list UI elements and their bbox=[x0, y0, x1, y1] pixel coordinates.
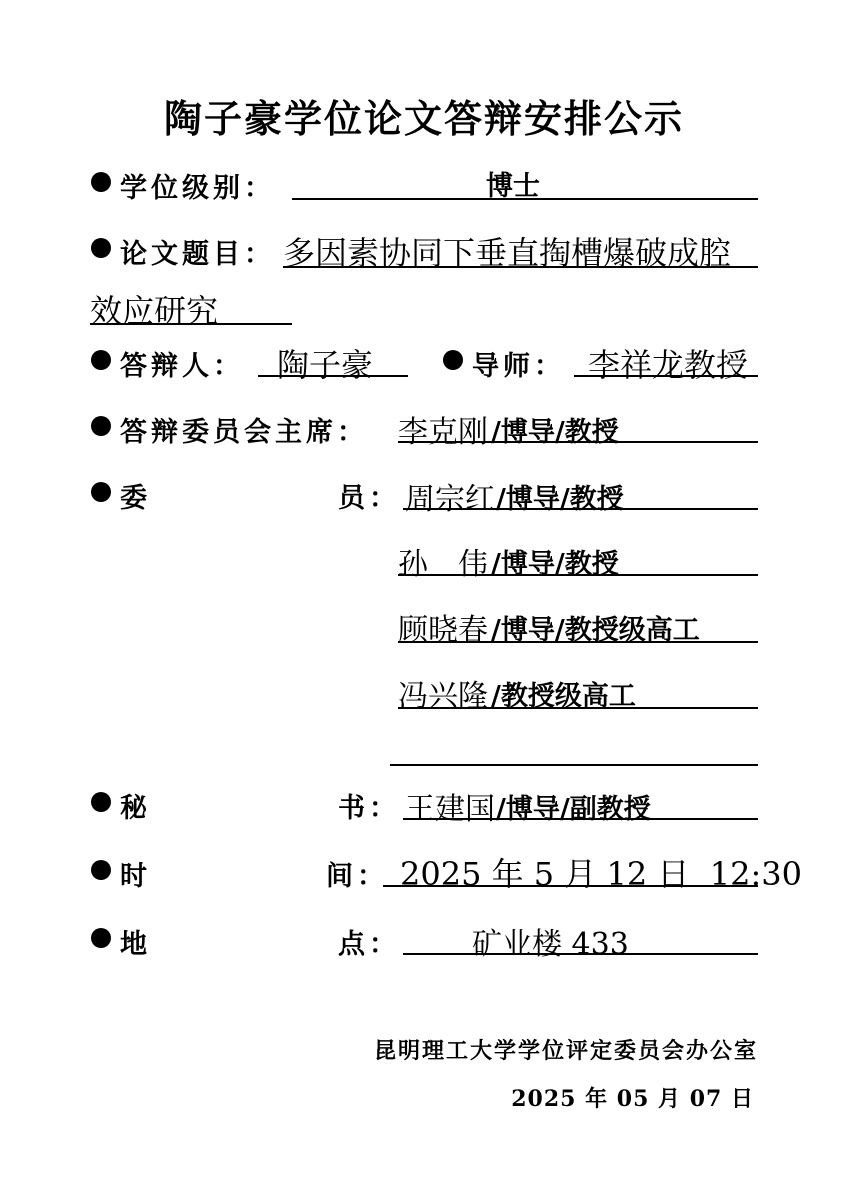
secretary-name: 王建国 bbox=[405, 792, 495, 827]
committee-label-right: 员： bbox=[338, 483, 400, 514]
advisor-underline bbox=[574, 375, 758, 377]
chair-underline bbox=[398, 441, 758, 443]
defender-underline bbox=[258, 375, 408, 377]
time-label-right: 间： bbox=[326, 861, 388, 892]
time-value: 2025 年 5 月 12 日 12:30 bbox=[400, 855, 802, 893]
time-label-left: 时 bbox=[120, 861, 151, 892]
committee-member-1-name: 周宗红 bbox=[405, 482, 495, 517]
committee-member-4-name: 冯兴隆 bbox=[398, 679, 488, 714]
bullet-icon bbox=[443, 350, 463, 370]
thesis-title-line1: 多因素协同下垂直掏槽爆破成腔 bbox=[283, 234, 732, 272]
place-value: 矿业楼 433 bbox=[472, 927, 629, 962]
degree-value: 博士 bbox=[486, 171, 540, 202]
committee-member-2-title: /博导/教授 bbox=[491, 549, 619, 580]
committee-member-4-title: /教授级高工 bbox=[491, 681, 636, 712]
thesis-underline-1 bbox=[283, 266, 758, 268]
bullet-icon bbox=[91, 482, 111, 502]
chair-title: /博导/教授 bbox=[491, 417, 619, 448]
committee-member-3-name: 顾晓春 bbox=[398, 613, 488, 648]
thesis-title-line2: 效应研究 bbox=[90, 292, 219, 330]
bullet-icon bbox=[91, 792, 111, 812]
chair-label: 答辩委员会主席： bbox=[120, 417, 368, 448]
bullet-icon bbox=[91, 172, 111, 192]
chair-name: 李克刚 bbox=[398, 415, 488, 450]
committee-member-1-title: /博导/教授 bbox=[496, 484, 624, 515]
degree-label: 学位级别： bbox=[120, 173, 275, 204]
committee-member-1-underline bbox=[403, 508, 758, 510]
committee-member-4-underline bbox=[398, 707, 758, 709]
bullet-icon bbox=[91, 860, 111, 880]
thesis-underline-2 bbox=[90, 323, 292, 325]
footer-date: 2025 年 05 月 07 日 bbox=[511, 1086, 754, 1112]
secretary-underline bbox=[403, 818, 758, 820]
secretary-label-left: 秘 bbox=[120, 793, 151, 824]
bullet-icon bbox=[91, 928, 111, 948]
committee-member-3-title: /博导/教授级高工 bbox=[491, 615, 700, 646]
committee-label-left: 委 bbox=[120, 483, 151, 514]
committee-member-2-underline bbox=[398, 574, 758, 576]
defender-label: 答辩人： bbox=[120, 351, 244, 382]
bullet-icon bbox=[91, 238, 111, 258]
thesis-label: 论文题目： bbox=[120, 239, 275, 270]
committee-blank-underline bbox=[390, 764, 758, 766]
committee-member-3-underline bbox=[398, 641, 758, 643]
advisor-value: 李祥龙教授 bbox=[588, 346, 749, 384]
place-label-right: 点： bbox=[338, 929, 400, 960]
place-label-left: 地 bbox=[120, 929, 151, 960]
defender-value: 陶子豪 bbox=[277, 346, 374, 384]
advisor-label: 导师： bbox=[472, 351, 565, 382]
place-underline bbox=[403, 953, 758, 955]
footer-organization: 昆明理工大学学位评定委员会办公室 bbox=[373, 1038, 758, 1064]
degree-underline bbox=[292, 198, 758, 200]
bullet-icon bbox=[91, 416, 111, 436]
page-title: 陶子豪学位论文答辩安排公示 bbox=[163, 97, 684, 141]
secretary-title: /博导/副教授 bbox=[496, 794, 651, 825]
committee-member-2-name: 孙 伟 bbox=[398, 547, 488, 582]
time-underline bbox=[383, 885, 758, 887]
secretary-label-right: 书： bbox=[338, 793, 400, 824]
bullet-icon bbox=[91, 350, 111, 370]
